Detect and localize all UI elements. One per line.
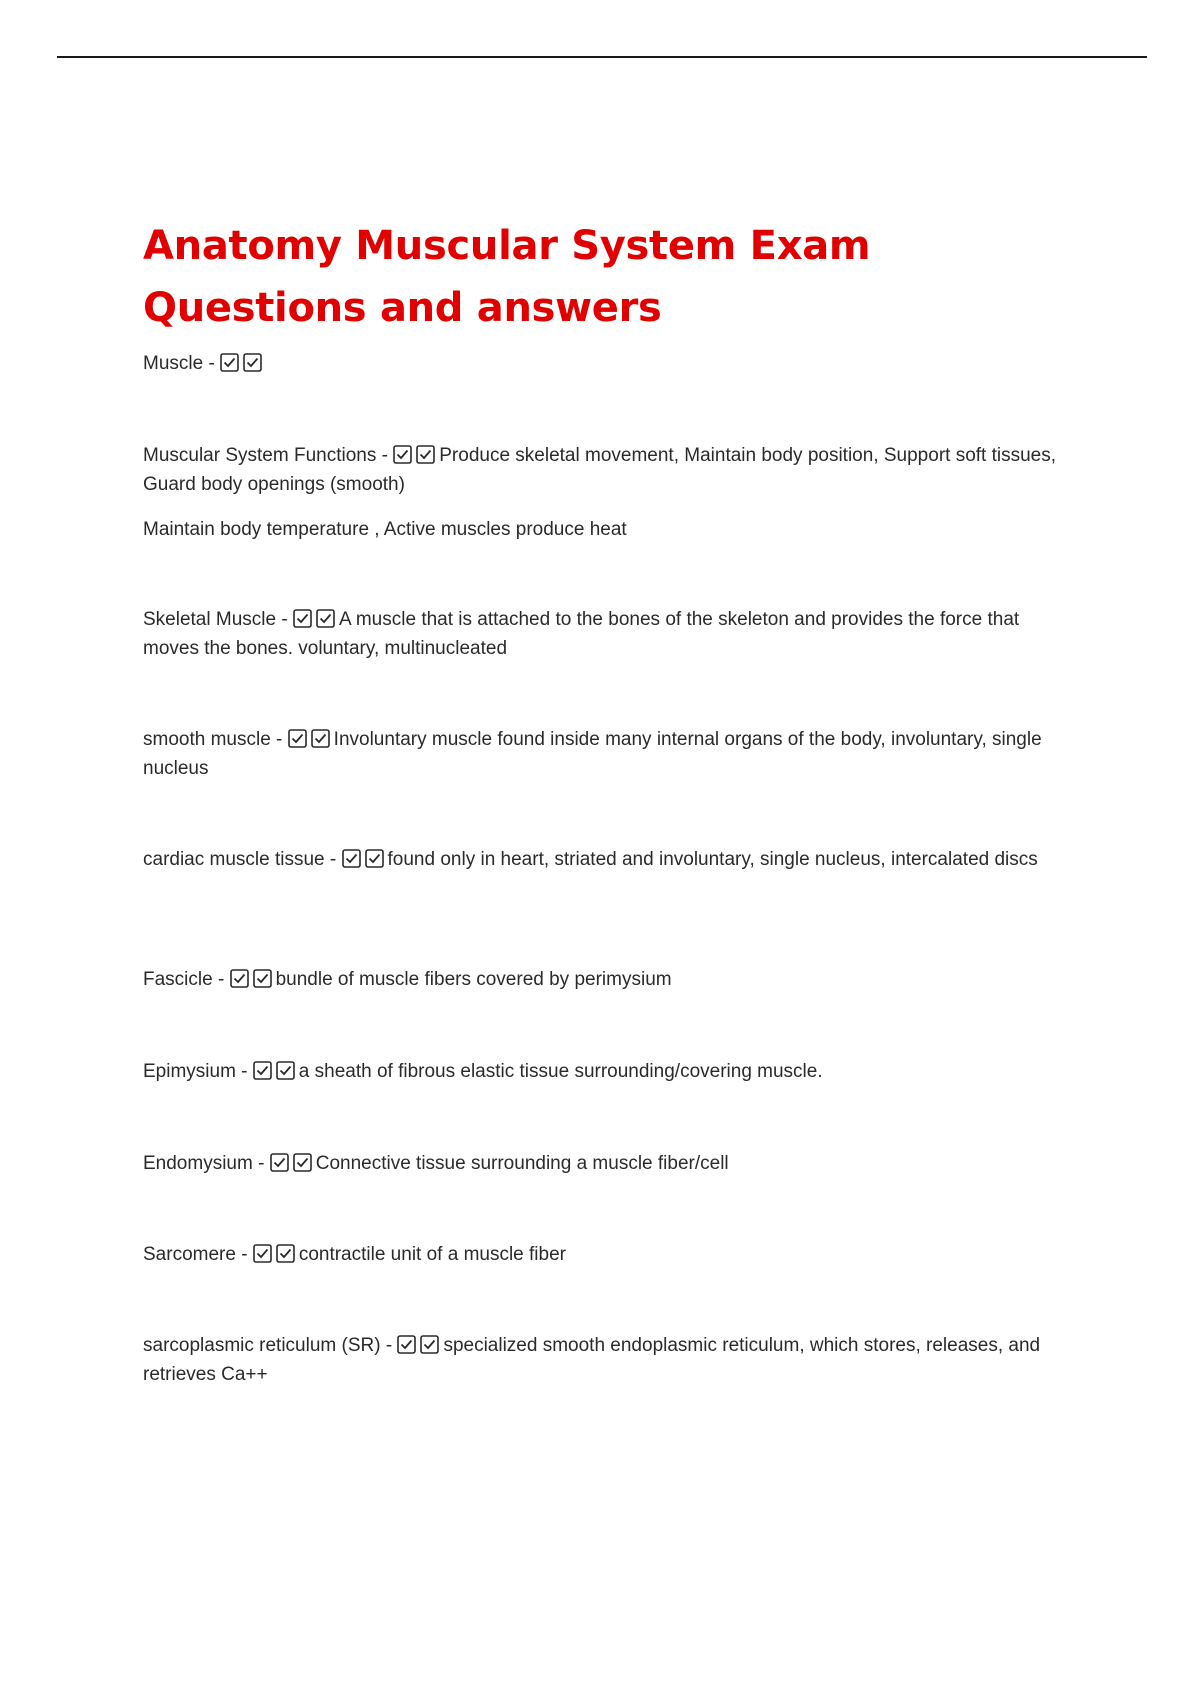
- entry-answer: Produce skeletal movement, Maintain body position, Support soft tissues, Guard body openings (smooth): [143, 445, 1057, 495]
- qa-entry: [143, 1331, 1063, 1389]
- entry-separator: -: [252, 1153, 270, 1174]
- entry-term: Epimysium: [143, 1061, 236, 1082]
- checkbox-checked-icon: [243, 353, 262, 372]
- qa-entry: [143, 1057, 1063, 1086]
- checkbox-checked-icon: [253, 969, 272, 988]
- entry-answer: specialized smooth endoplasmic reticulum, which stores, releases, and retrieves Ca++: [143, 1335, 1041, 1385]
- entry-term: sarcoplasmic reticulum (SR): [143, 1335, 381, 1356]
- checkbox-checked-icon: [420, 1335, 439, 1354]
- checkbox-checked-icon: [270, 1153, 289, 1172]
- entry-separator: -: [276, 609, 293, 630]
- entry-term: Endomysium: [143, 1153, 253, 1174]
- document-body: [143, 215, 1063, 1385]
- checkbox-checked-icon: [253, 1244, 272, 1263]
- entry-term: Muscular System Functions: [143, 445, 377, 466]
- entry-answer: found only in heart, striated and involuntary, single nucleus, intercalated discs: [387, 849, 1038, 870]
- qa-entry: [143, 349, 266, 378]
- checkbox-checked-icon: [293, 1153, 312, 1172]
- qa-entry: [143, 845, 1063, 874]
- checkbox-checked-icon: [311, 729, 330, 748]
- checkbox-checked-icon: [220, 353, 239, 372]
- entry-answer: bundle of muscle fibers covered by perimysium: [275, 969, 672, 990]
- checkbox-checked-icon: [293, 609, 312, 628]
- checkbox-checked-icon: [253, 1061, 272, 1080]
- top-rule: [57, 56, 1147, 58]
- entry-separator: -: [270, 729, 288, 750]
- checkbox-checked-icon: [276, 1061, 295, 1080]
- checkbox-checked-icon: [342, 849, 361, 868]
- checkbox-checked-icon: [316, 609, 335, 628]
- entry-term: Sarcomere: [143, 1244, 236, 1265]
- checkbox-checked-icon: [365, 849, 384, 868]
- checkbox-checked-icon: [393, 445, 412, 464]
- entry-answer: Connective tissue surrounding a muscle fiber/cell: [315, 1153, 729, 1174]
- checkbox-checked-icon: [288, 729, 307, 748]
- entry-separator: -: [235, 1244, 253, 1265]
- qa-entry: [143, 1240, 1063, 1269]
- checkbox-checked-icon: [397, 1335, 416, 1354]
- entry-term: smooth muscle: [143, 729, 271, 750]
- entry-extra-line: Maintain body temperature , Active muscles produce heat: [143, 519, 627, 540]
- entry-answer: a sheath of fibrous elastic tissue surrounding/covering muscle.: [298, 1061, 823, 1082]
- entry-answer: A muscle that is attached to the bones of the skeleton and provides the force that moves the bones. voluntary, multinucleated: [143, 609, 1020, 659]
- entry-separator: -: [376, 445, 394, 466]
- entry-answer: Involuntary muscle found inside many internal organs of the body, involuntary, single nucleus: [143, 729, 1042, 779]
- qa-entry: [143, 1149, 1063, 1178]
- entry-separator: -: [203, 353, 221, 374]
- qa-entry: [143, 605, 1063, 663]
- qa-entry: [143, 441, 1063, 544]
- entry-separator: -: [235, 1061, 253, 1082]
- entry-term: Skeletal Muscle: [143, 609, 277, 630]
- checkbox-checked-icon: [230, 969, 249, 988]
- entry-separator: -: [324, 849, 342, 870]
- entry-term: Fascicle: [143, 969, 213, 990]
- entry-answer: contractile unit of a muscle fiber: [298, 1244, 566, 1265]
- qa-entry: [143, 725, 1063, 783]
- checkbox-checked-icon: [276, 1244, 295, 1263]
- checkbox-checked-icon: [416, 445, 435, 464]
- document-title: Anatomy Muscular System Exam Questions and answers: [143, 223, 871, 331]
- entry-term: cardiac muscle tissue: [143, 849, 325, 870]
- qa-entry: [143, 965, 1063, 994]
- entry-term: Muscle: [143, 353, 204, 374]
- entry-separator: -: [380, 1335, 398, 1356]
- entry-separator: -: [212, 969, 230, 990]
